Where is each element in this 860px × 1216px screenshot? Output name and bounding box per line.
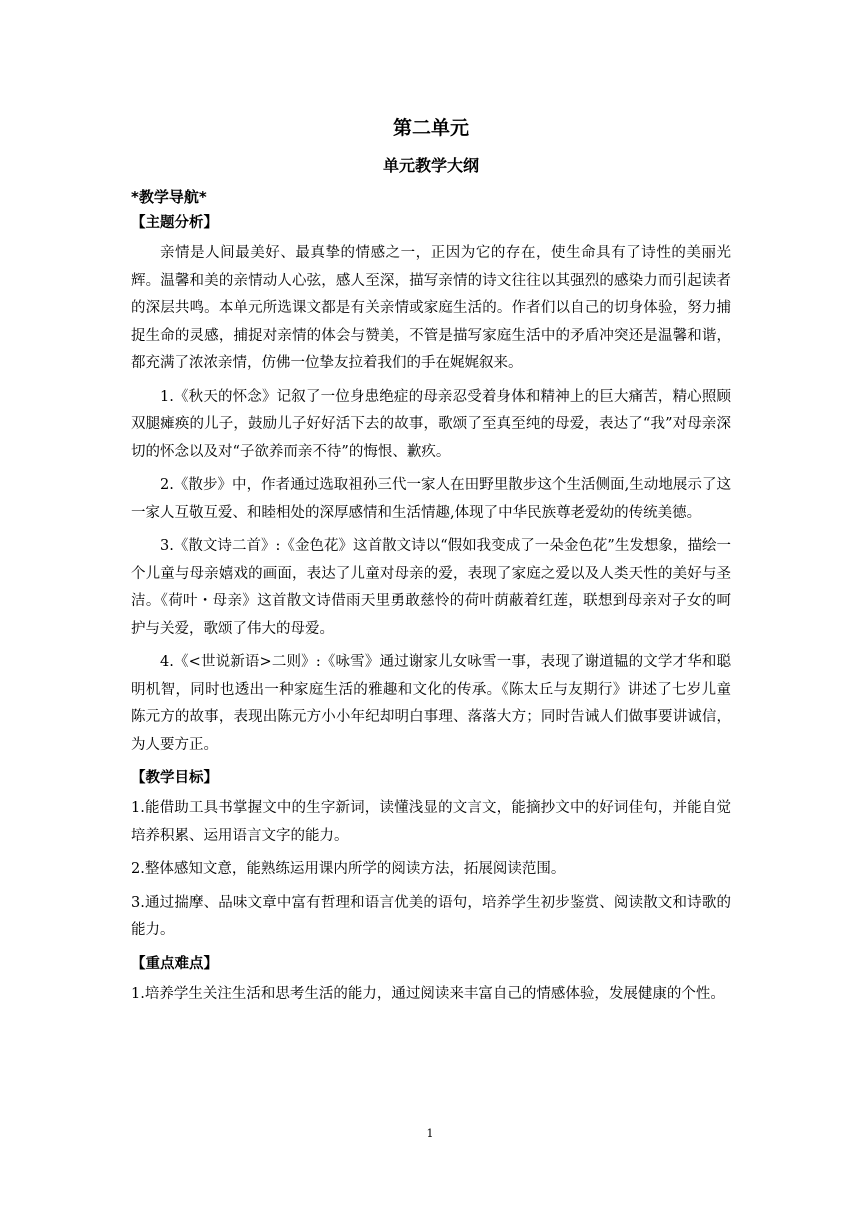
theme-paragraph: 2.《散步》中，作者通过选取祖孙三代一家人在田野里散步这个生活侧面,生动地展示了这一家人互敬互爱、和睦相处的深厚感情和生活情趣,体现了中华民族尊老爱幼的传统美德。: [131, 477, 731, 521]
theme-paragraph: 1.《秋天的怀念》记叙了一位身患绝症的母亲忍受着身体和精神上的巨大痛苦，精心照顾双腿瘫痪的儿子，鼓励儿子好好活下去的故事，歌颂了至真至纯的母爱，表达了“我”对母亲深切的怀念以及对“子欲养而亲不待”的悔恨、歉疚。: [131, 388, 731, 460]
theme-paragraph: 3.《散文诗二首》:《金色花》这首散文诗以“假如我变成了一朵金色花”生发想象，描绘一个儿童与母亲嬉戏的画面，表达了儿童对母亲的爱，表现了家庭之爱以及人类天性的美好与圣洁。《荷叶・母亲》这首散文诗借雨天里勇敢慈怜的荷叶荫蔽着红莲，联想到母亲对子女的呵护与关爱，歌颂了伟大的母爱。: [131, 538, 731, 637]
teaching-navigation-label: *教学导航*: [131, 188, 207, 206]
outline-subtitle: 单元教学大纲: [382, 156, 479, 175]
key-item: 1.培养学生关注生活和思考生活的能力，通过阅读来丰富自己的情感体验，发展健康的个性。: [131, 985, 725, 1002]
theme-paragraph: 亲情是人间最美好、最真挚的情感之一，正因为它的存在，使生命具有了诗性的美丽光辉。温馨和美的亲情动人心弦，感人至深，描写亲情的诗文往往以其强烈的感染力而引起读者的深层共鸣。本单元所选课文都是有关亲情或家庭生活的。作者们以自己的切身体验，努力捕捉生命的灵感，捕捉对亲情的体会与赞美，不管是描写家庭生活中的矛盾冲突还是温馨和谐，都充满了浓浓亲情，仿佛一位挚友拉着我们的手在娓娓叙来。: [131, 245, 731, 371]
goal-item: 3.通过揣摩、品味文章中富有哲理和语言优美的语句，培养学生初步鉴赏、阅读散文和诗歌的能力。: [131, 894, 731, 938]
unit-title: 第二单元: [392, 117, 469, 139]
goal-item: 2.整体感知文意，能熟练运用课内所学的阅读方法，拓展阅读范围。: [131, 861, 566, 877]
page-number: 1: [426, 1127, 434, 1140]
theme-analysis-heading: 【主题分析】: [131, 215, 218, 231]
theme-paragraph: 4.《<世说新语>二则》:《咏雪》通过谢家儿女咏雪一事，表现了谢道韫的文学才华和聪明机智，同时也透出一种家庭生活的雅趣和文化的传承。《陈太丘与友期行》讲述了七岁儿童陈元方的故事，表现出陈元方小小年纪却明白事理、落落大方；同时告诫人们做事要讲诚信，为人要方正。: [131, 654, 731, 753]
goal-item: 1.能借助工具书掌握文中的生字新词，读懂浅显的文言文，能摘抄文中的好词佳句，并能自觉培养积累、运用语言文字的能力。: [131, 800, 731, 844]
key-difficulties-heading: 【重点难点】: [131, 955, 218, 972]
teaching-goals-heading: 【教学目标】: [131, 770, 218, 786]
page-content: [131, 114, 731, 1008]
